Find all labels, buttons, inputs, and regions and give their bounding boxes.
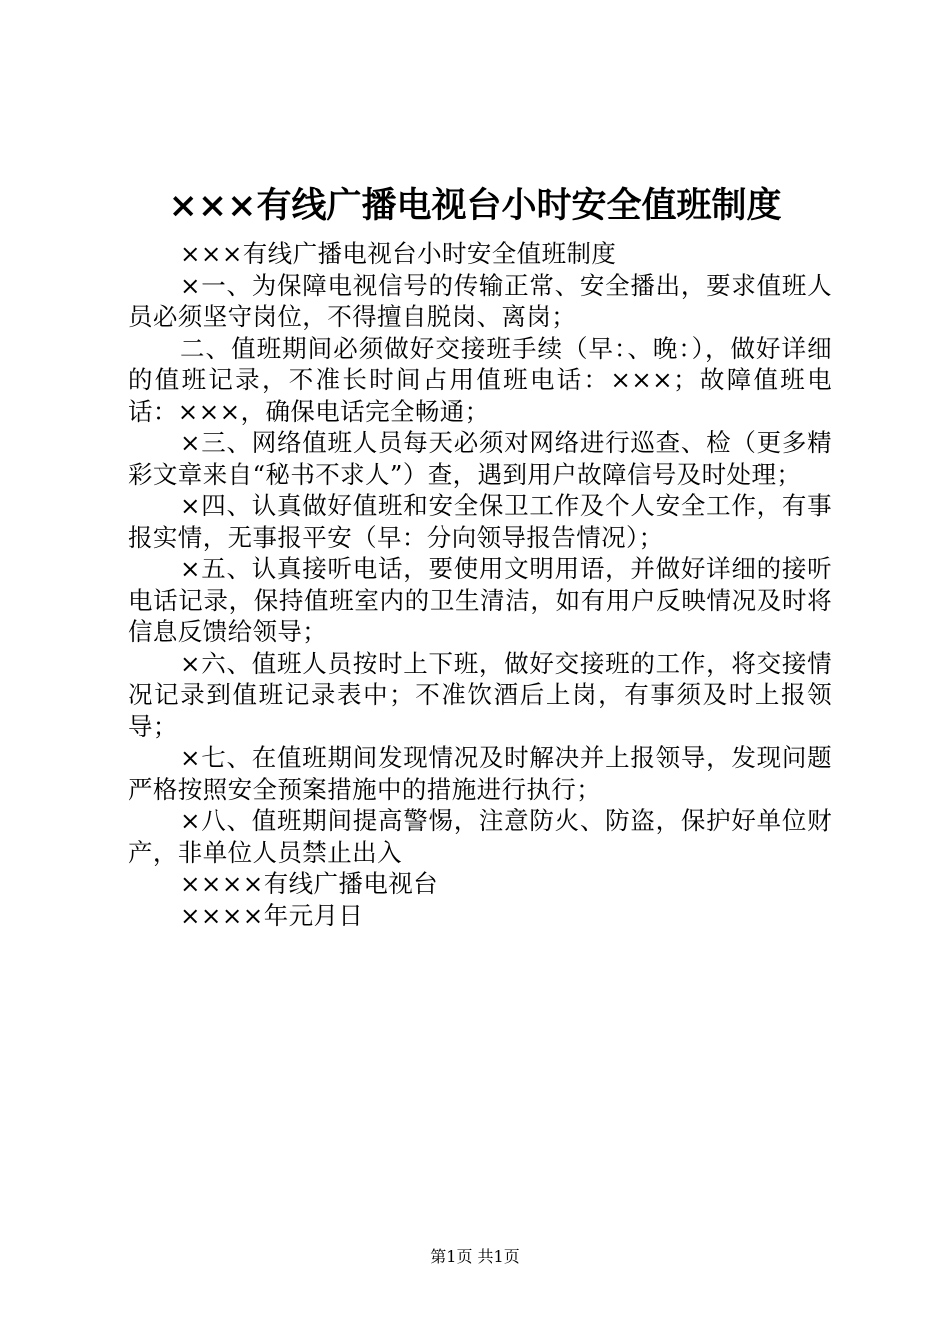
document-title: ×××有线广播电视台小时安全值班制度: [168, 185, 782, 226]
paragraph-rule-1: ×一、为保障电视信号的传输正常、安全播出，要求值班人员必须坚守岗位，不得擅自脱岗、离岗；: [128, 270, 832, 331]
page-number-footer: 第1页 共1页: [430, 1247, 520, 1266]
signature-date: ××××年元月日: [180, 900, 364, 930]
signature-organization: ××××有线广播电视台: [180, 869, 439, 898]
paragraph-rule-4: ×四、认真做好值班和安全保卫工作及个人安全工作，有事报实情，无事报平安（早：分向领导报告情况）；: [128, 491, 832, 552]
paragraph-rule-2: 二、值班期间必须做好交接班手续（早：、晚：），做好详细的值班记录，不准长时间占用值班电话：×××；故障值班电话：×××，确保电话完全畅通；: [128, 333, 832, 426]
paragraph-rule-8: ×八、值班期间提高警惕，注意防火、防盗，保护好单位财产，非单位人员禁止出入: [128, 806, 832, 867]
paragraph-rule-5: ×五、认真接听电话，要使用文明用语，并做好详细的接听电话记录，保持值班室内的卫生清洁，如有用户反映情况及时将信息反馈给领导；: [128, 554, 832, 646]
paragraph-subtitle: ×××有线广播电视台小时安全值班制度: [180, 239, 617, 268]
paragraph-rule-7: ×七、在值班期间发现情况及时解决并上报领导，发现问题严格按照安全预案措施中的措施进行执行；: [128, 743, 832, 804]
document-body: [128, 238, 832, 931]
paragraph-rule-6: ×六、值班人员按时上下班，做好交接班的工作，将交接情况记录到值班记录表中；不准饮酒后上岗，有事须及时上报领导；: [128, 648, 832, 741]
paragraph-rule-3: ×三、网络值班人员每天必须对网络进行巡查、检（更多精彩文章来自“秘书不求人”）查，遇到用户故障信号及时处理；: [128, 428, 832, 489]
